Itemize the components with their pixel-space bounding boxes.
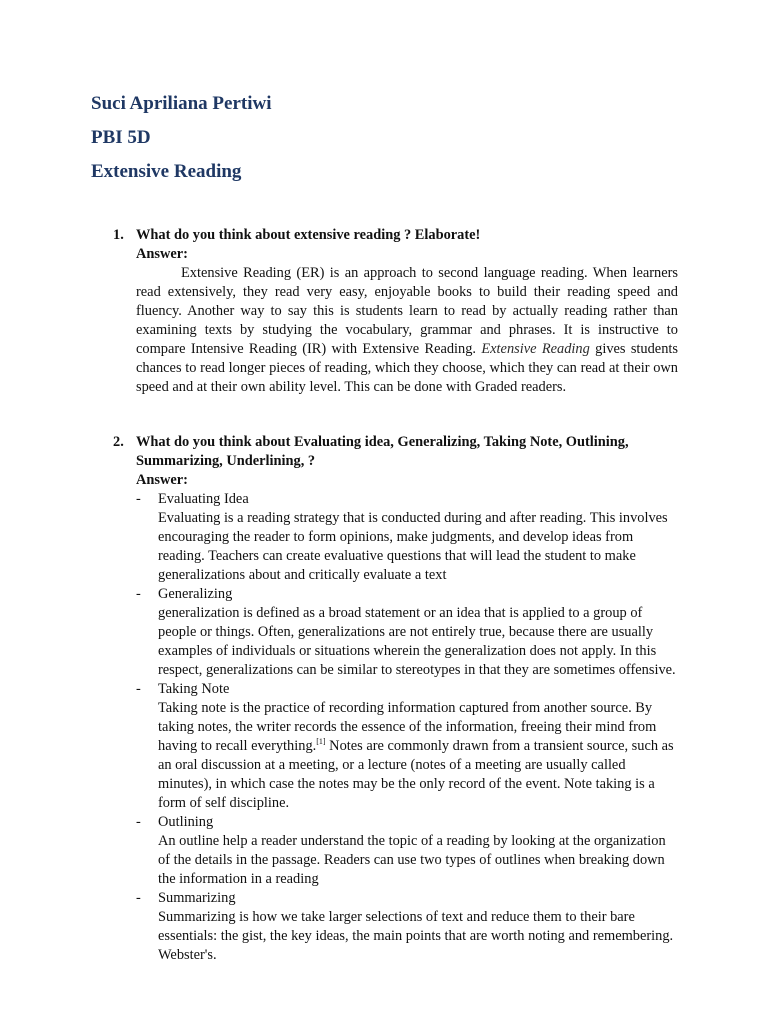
- taking-note-part1: Taking note is the practice of recording information captured from another source. By taking notes, the writer records the essence of the information, freeing their mind from having to recall everything.: [158, 700, 657, 754]
- bullet-dash: -: [136, 681, 141, 697]
- bullet-dash: -: [136, 586, 141, 602]
- question-1-answer: [136, 264, 678, 397]
- answer-1-emphasis: Extensive Reading: [481, 341, 590, 357]
- question-2-answer-label: Answer:: [136, 472, 188, 488]
- subject-title: Extensive Reading: [91, 161, 242, 182]
- list-item-text: [158, 699, 678, 813]
- taking-note-part2: Notes are commonly drawn from a transient source, such as an oral discussion at a meeting, or a lecture (notes of a meeting are usually called minutes), in which case the notes may be the only record of the event. Note taking is a form of self discipline.: [158, 738, 674, 811]
- bullet-dash: -: [136, 491, 141, 507]
- answer-1-part1: Extensive Reading (ER) is an approach to second language reading. When learners read extensively, they read very easy, enjoyable books to build their reading speed and fluency. Another way to say this is students learn to read by actually reading rather than examining texts by studying the vocabulary, grammar and phrases. It is instructive to compare Intensive Reading (IR) with Extensive Reading.: [136, 265, 678, 357]
- list-item-title: Summarizing: [158, 890, 236, 906]
- question-1-title: [113, 226, 678, 245]
- question-2: [113, 433, 678, 965]
- question-1-answer-label: Answer:: [136, 246, 188, 262]
- list-item-text: Evaluating is a reading strategy that is conducted during and after reading. This involves encouraging the reader to form opinions, make judgments, and develop ideas from reading. Teachers can create evaluative questions that will lead the student to make generalizations about and critically evaluate a text: [158, 510, 668, 583]
- question-1-number: 1.: [113, 227, 124, 243]
- author-name: Suci Apriliana Pertiwi: [91, 93, 272, 114]
- list-item: [136, 813, 678, 889]
- list-item: [136, 585, 678, 680]
- list-item-title: Generalizing: [158, 586, 233, 602]
- list-item-title: Outlining: [158, 814, 214, 830]
- footnote-link[interactable]: [1]: [316, 737, 326, 747]
- list-item-title: Taking Note: [158, 681, 230, 697]
- bullet-dash: -: [136, 890, 141, 906]
- list-item-text: generalization is defined as a broad statement or an idea that is applied to a group of people or things. Often, generalizations are not entirely true, because there are usually examples of individuals or situations wherein the generalization does not apply. In this respect, generalizations can be similar to stereotypes in that they are sometimes offensive.: [158, 605, 676, 678]
- question-2-text: What do you think about Evaluating idea, Generalizing, Taking Note, Outlining, Summarizing, Underlining, ?: [136, 434, 629, 469]
- list-item-text: An outline help a reader understand the topic of a reading by looking at the organization of the details in the passage. Readers can use two types of outlines when breaking down the information in a reading: [158, 833, 666, 887]
- question-1: [113, 226, 678, 397]
- question-1-text: What do you think about extensive reading ? Elaborate!: [136, 227, 481, 243]
- list-item-title: Evaluating Idea: [158, 491, 249, 507]
- answer-1-part2: gives students chances to read longer pieces of reading, which they choose, which they can read at their own speed and at their own ability level. This can be done with Graded readers.: [136, 341, 678, 395]
- list-item: [136, 889, 678, 965]
- list-item-text: Summarizing is how we take larger selections of text and reduce them to their bare essentials: the gist, the key ideas, the main points that are worth noting and remembering. Webster's.: [158, 909, 674, 963]
- bullet-dash: -: [136, 814, 141, 830]
- list-item: [136, 490, 678, 585]
- answer-2-list: [136, 490, 678, 965]
- class-label: PBI 5D: [91, 127, 151, 148]
- question-2-number: 2.: [113, 434, 124, 450]
- list-item: [136, 680, 678, 813]
- question-2-title: [113, 433, 678, 471]
